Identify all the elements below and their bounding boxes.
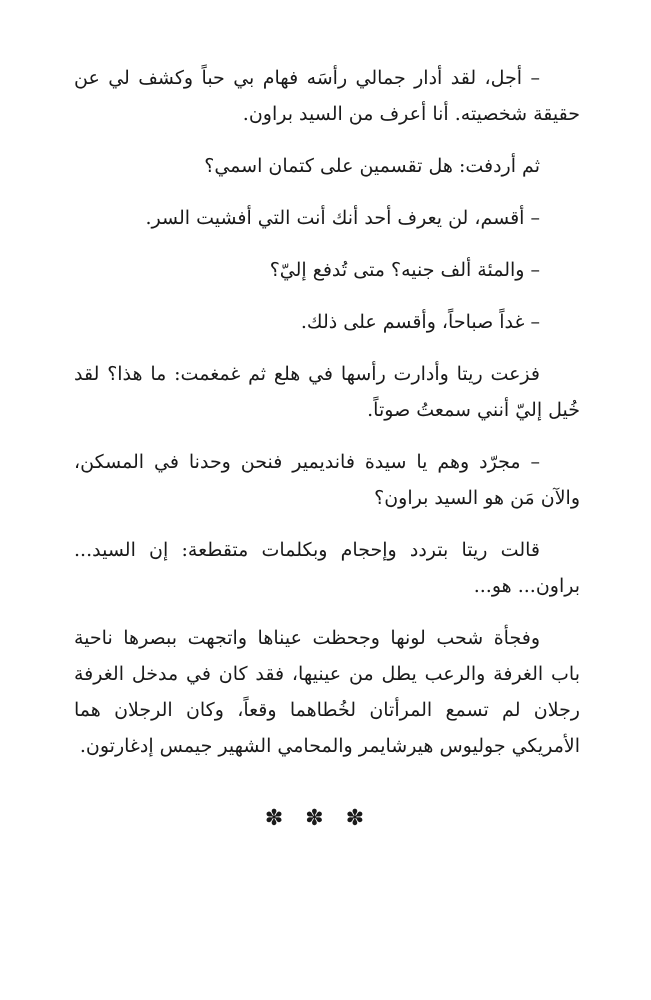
book-page-text [74, 60, 580, 764]
paragraph: ثم أردفت: هل تقسمين على كتمان اسمي؟ [204, 155, 540, 177]
paragraph: – والمئة ألف جنيه؟ متى تُدفع إليّ؟ [269, 259, 540, 281]
paragraph: – مجرّد وهم يا سيدة فانديمير فنحن وحدنا في المسكن، والآن مَن هو السيد براون؟ [74, 451, 580, 509]
paragraph: فزعت ريتا وأدارت رأسها في هلع ثم غمغمت: ما هذا؟ لقد خُيل إليّ أنني سمعتُ صوتاً. [74, 363, 580, 421]
paragraph: قالت ريتا بتردد وإحجام وبكلمات متقطعة: إن السيد... براون... هو... [74, 539, 580, 597]
paragraph: – أقسم، لن يعرف أحد أنك أنت التي أفشيت السر. [145, 207, 540, 229]
paragraph: – أجل، لقد أدار جمالي رأسَه فهام بي حباً وكشف لي عن حقيقة شخصيته. أنا أعرف من السيد براون. [74, 67, 580, 125]
paragraph: وفجأة شحب لونها وجحظت عيناها واتجهت ببصرها ناحية باب الغرفة والرعب يطل من عينيها، فقد كان في مدخل الغرفة رجلان لم تسمع المرأتان لخُطاهما وقعاً، وكان الرجلان هما الأمريكي جوليوس هيرشايمر والمحامي الشهير جيمس إدغارتون. [74, 627, 580, 757]
section-separator: ✽✽✽ [264, 806, 387, 831]
paragraph: – غداً صباحاً، وأقسم على ذلك. [300, 311, 540, 333]
